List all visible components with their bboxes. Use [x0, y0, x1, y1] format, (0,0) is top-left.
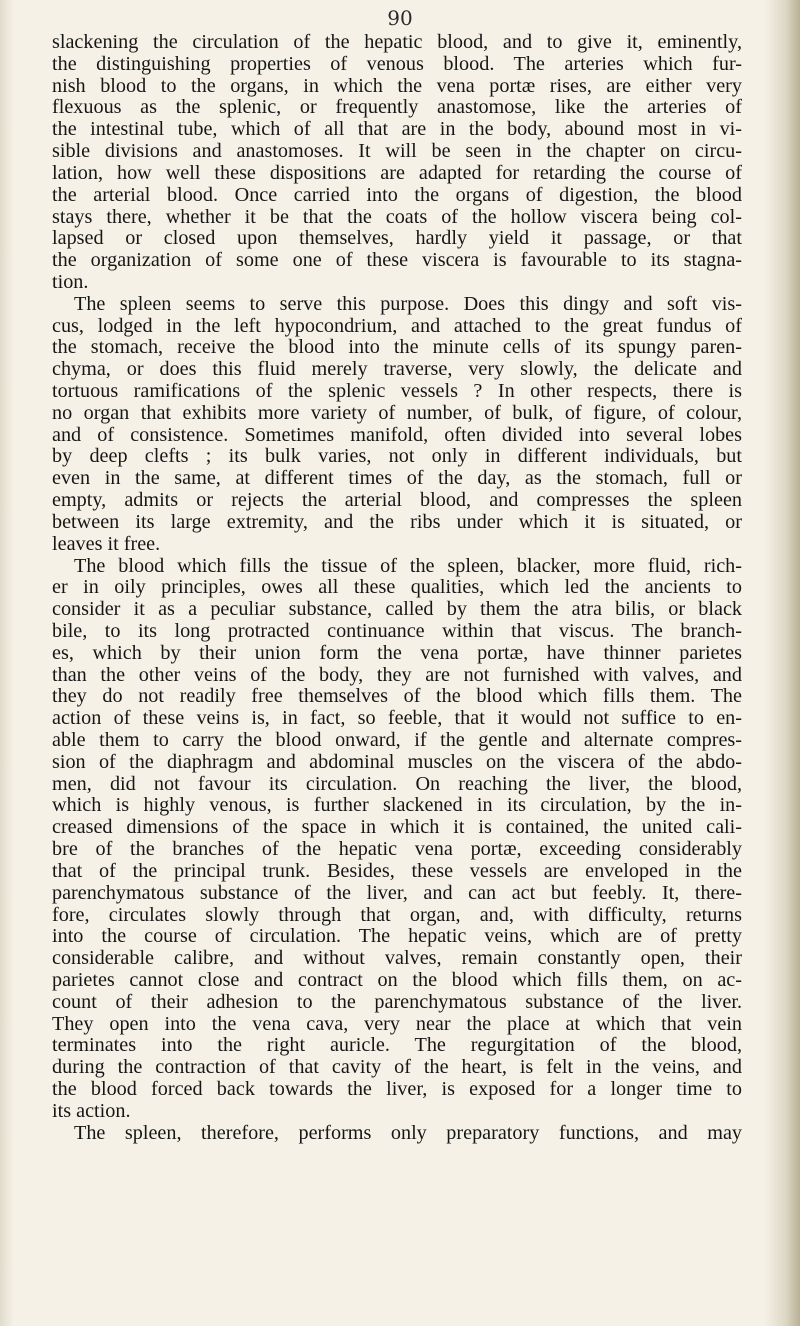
text-line: bre of the branches of the hepatic vena portæ, exceeding considerably	[52, 838, 742, 861]
text-line: considerable calibre, and without valves, remain constantly open, their	[52, 947, 742, 970]
text-line: able them to carry the blood onward, if the gentle and alternate compres-	[52, 729, 742, 751]
page-edge-shadow	[764, 0, 800, 1326]
text-line: the organization of some one of these viscera is favourable to its stagna-	[52, 249, 742, 272]
text-line: parietes cannot close and contract on the blood which fills them, on ac-	[52, 968, 742, 991]
text-line: The blood which fills the tissue of the spleen, blacker, more fluid, rich-	[74, 554, 742, 577]
text-line: its action.	[52, 1099, 131, 1122]
text-line: lation, how well these dispositions are adapted for retarding the course of	[52, 161, 742, 184]
text-line: They open into the vena cava, very near the place at which that vein	[52, 1012, 742, 1035]
text-line: tortuous ramifications of the splenic vessels ? In other respects, there is	[52, 380, 742, 402]
text-line: The spleen, therefore, performs only preparatory functions, and may	[74, 1121, 742, 1144]
text-line: into the course of circulation. The hepatic veins, which are of pretty	[52, 925, 742, 948]
text-line: the stomach, receive the blood into the minute cells of its spungy paren-	[52, 336, 742, 359]
text-line: parenchymatous substance of the liver, and can act but feebly. It, there-	[52, 881, 742, 904]
text-line: creased dimensions of the space in which it is contained, the united cali-	[52, 816, 742, 839]
text-line: flexuous as the splenic, or frequently anastomose, like the arteries of	[52, 96, 742, 119]
text-line: slackening the circulation of the hepatic blood, and to give it, eminently,	[52, 31, 742, 53]
text-line: sion of the diaphragm and abdominal muscles on the viscera of the abdo-	[52, 750, 742, 773]
text-line: lapsed or closed upon themselves, hardly yield it passage, or that	[52, 227, 742, 250]
text-line: no organ that exhibits more variety of number, of bulk, of figure, of colour,	[52, 401, 742, 424]
text-line: cus, lodged in the left hypocondrium, and attached to the great fundus of	[52, 314, 742, 337]
text-line: chyma, or does this fluid merely traverse, very slowly, the delicate and	[52, 358, 742, 381]
text-line: fore, circulates slowly through that organ, and, with difficulty, returns	[52, 903, 742, 926]
text-line: the intestinal tube, which of all that are in the body, abound most in vi-	[52, 118, 742, 141]
text-line: The spleen seems to serve this purpose. Does this dingy and soft vis-	[74, 292, 742, 315]
text-line: the distinguishing properties of venous blood. The arteries which fur-	[52, 52, 742, 75]
text-line: that of the principal trunk. Besides, these vessels are enveloped in the	[52, 859, 742, 882]
text-line: the arterial blood. Once carried into the organs of digestion, the blood	[52, 183, 742, 206]
text-line: between its large extremity, and the ribs under which it is situated, or	[52, 510, 742, 533]
text-line: tion.	[52, 270, 89, 293]
text-line: action of these veins is, in fact, so feeble, that it would not suffice to en-	[52, 707, 742, 730]
body-text	[52, 32, 742, 1144]
text-line: which is highly venous, is further slackened in its circulation, by the in-	[52, 794, 742, 817]
text-line: during the contraction of that cavity of the heart, is felt in the veins, and	[52, 1056, 742, 1079]
text-line: consider it as a peculiar substance, called by them the atra bilis, or black	[52, 598, 742, 621]
text-line: count of their adhesion to the parenchymatous substance of the liver.	[52, 990, 742, 1013]
text-line: and of consistence. Sometimes manifold, often divided into several lobes	[52, 423, 742, 446]
text-line: sible divisions and anastomoses. It will be seen in the chapter on circu-	[52, 140, 742, 163]
text-line: the blood forced back towards the liver, is exposed for a longer time to	[52, 1078, 742, 1100]
text-line: they do not readily free themselves of the blood which fills them. The	[52, 685, 742, 708]
page-number: 90	[387, 6, 413, 30]
text-line: terminates into the right auricle. The regurgitation of the blood,	[52, 1034, 742, 1057]
text-line: men, did not favour its circulation. On reaching the liver, the blood,	[52, 772, 742, 795]
text-line: er in oily principles, owes all these qualities, which led the ancients to	[52, 576, 742, 599]
text-line: leaves it free.	[52, 532, 161, 555]
text-line: es, which by their union form the vena portæ, have thinner parietes	[52, 641, 742, 664]
text-line: empty, admits or rejects the arterial blood, and compresses the spleen	[52, 489, 742, 512]
text-line: nish blood to the organs, in which the vena portæ rises, are either very	[52, 74, 742, 97]
page-gutter-shadow	[0, 0, 14, 1326]
text-line: by deep clefts ; its bulk varies, not only in different individuals, but	[52, 445, 742, 468]
text-line: even in the same, at different times of the day, as the stomach, full or	[52, 467, 742, 490]
text-line: than the other veins of the body, they are not furnished with valves, and	[52, 663, 742, 686]
text-line: stays there, whether it be that the coats of the hollow viscera being col-	[52, 205, 742, 228]
text-line: bile, to its long protracted continuance within that viscus. The branch-	[52, 619, 742, 642]
